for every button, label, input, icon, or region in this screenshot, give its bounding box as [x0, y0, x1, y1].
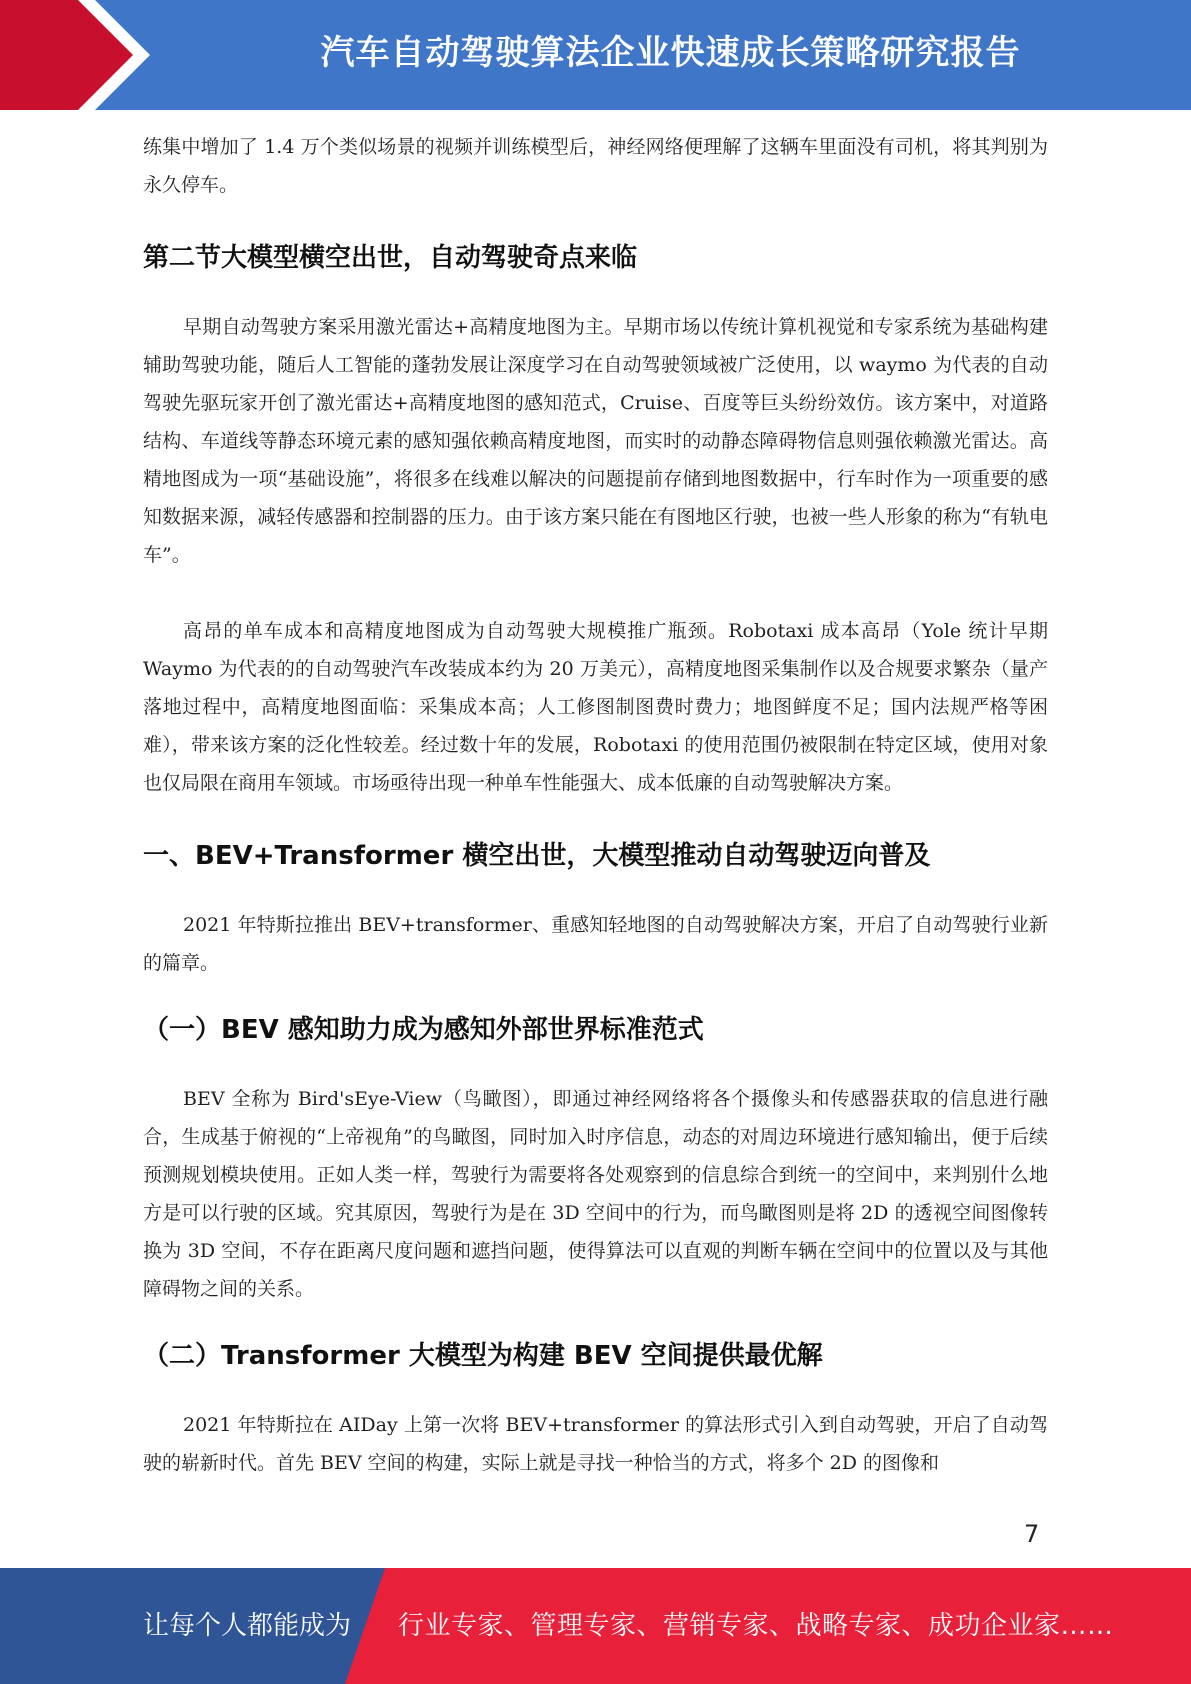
intro-paragraph: 练集中增加了 1.4 万个类似场景的视频并训练模型后，神经网络便理解了这辆车里面没有司机，将其判别为永久停车。	[143, 136, 1048, 196]
paragraph-aiday: 2021 年特斯拉在 AIDay 上第一次将 BEV+transformer 的算法形式引入到自动驾驶，开启了自动驾驶的崭新时代。首先 BEV 空间的构建，实际上就是寻找一种恰当的方式，将多个 2D 的图像和	[143, 1414, 1048, 1474]
paragraph-cost-bottleneck: 高昂的单车成本和高精度地图成为自动驾驶大规模推广瓶颈。Robotaxi 成本高昂（Yole 统计早期 Waymo 为代表的的自动驾驶汽车改装成本约为 20 万美元），高精度地图采集制作以及合规要求繁杂（量产落地过程中，高精度地图面临：采集成本高；人工修图制图费时费力；地图鲜度不足；国内法规严格等困难），带来该方案的泛化性较差。经过数十年的发展，Robotaxi 的使用范围仍被限制在特定区域，使用对象也仅局限在商用车领域。市场亟待出现一种单车性能强大、成本低廉的自动驾驶解决方案。	[143, 620, 1048, 794]
page-header	[0, 0, 1191, 110]
page-number: 7	[1024, 1520, 1040, 1548]
subheading-bev-perception: （一）BEV 感知助力成为感知外部世界标准范式	[143, 1015, 704, 1045]
paragraph-bev-definition: BEV 全称为 Bird'sEye-View（鸟瞰图），即通过神经网络将各个摄像头和传感器获取的信息进行融合，生成基于俯视的“上帝视角”的鸟瞰图，同时加入时序信息，动态的对周边环境进行感知输出，便于后续预测规划模块使用。正如人类一样，驾驶行为需要将各处观察到的信息综合到统一的空间中，来判别什么地方是可以行驶的区域。究其原因，驾驶行为是在 3D 空间中的行为，而鸟瞰图则是将 2D 的透视空间图像转换为 3D 空间，不存在距离尺度问题和遮挡问题，使得算法可以直观的判断车辆在空间中的位置以及与其他障碍物之间的关系。	[143, 1088, 1048, 1300]
paragraph-lidar-hdmap: 早期自动驾驶方案采用激光雷达+高精度地图为主。早期市场以传统计算机视觉和专家系统为基础构建辅助驾驶功能，随后人工智能的蓬勃发展让深度学习在自动驾驶领域被广泛使用，以 waymo 为代表的自动驾驶先驱玩家开创了激光雷达+高精度地图的感知范式，Cruise、百度等巨头纷纷效仿。该方案中，对道路结构、车道线等静态环境元素的感知强依赖高精度地图，而实时的动静态障碍物信息则强依赖激光雷达。高精地图成为一项“基础设施”，将很多在线难以解决的问题提前存储到地图数据中，行车时作为一项重要的感知数据来源，减轻传感器和控制器的压力。由于该方案只能在有图地区行驶，也被一些人形象的称为“有轨电车”。	[143, 316, 1048, 566]
subheading-transformer: （二）Transformer 大模型为构建 BEV 空间提供最优解	[143, 1341, 823, 1371]
report-title: 汽车自动驾驶算法企业快速成长策略研究报告	[320, 33, 1021, 73]
section-title: 第二节大模型横空出世，自动驾驶奇点来临	[143, 243, 638, 273]
footer-slogan-left: 让每个人都能成为	[143, 1611, 352, 1641]
paragraph-tesla-2021: 2021 年特斯拉推出 BEV+transformer、重感知轻地图的自动驾驶解决方案，开启了自动驾驶行业新的篇章。	[143, 914, 1048, 974]
header-chevron-icon	[0, 0, 160, 110]
page-footer	[0, 1568, 1191, 1684]
document-body	[143, 128, 1048, 1482]
heading-bev-transformer: 一、BEV+Transformer 横空出世，大模型推动自动驾驶迈向普及	[143, 841, 931, 871]
footer-slogan-right: 行业专家、管理专家、营销专家、战略专家、成功企业家……	[398, 1611, 1114, 1641]
